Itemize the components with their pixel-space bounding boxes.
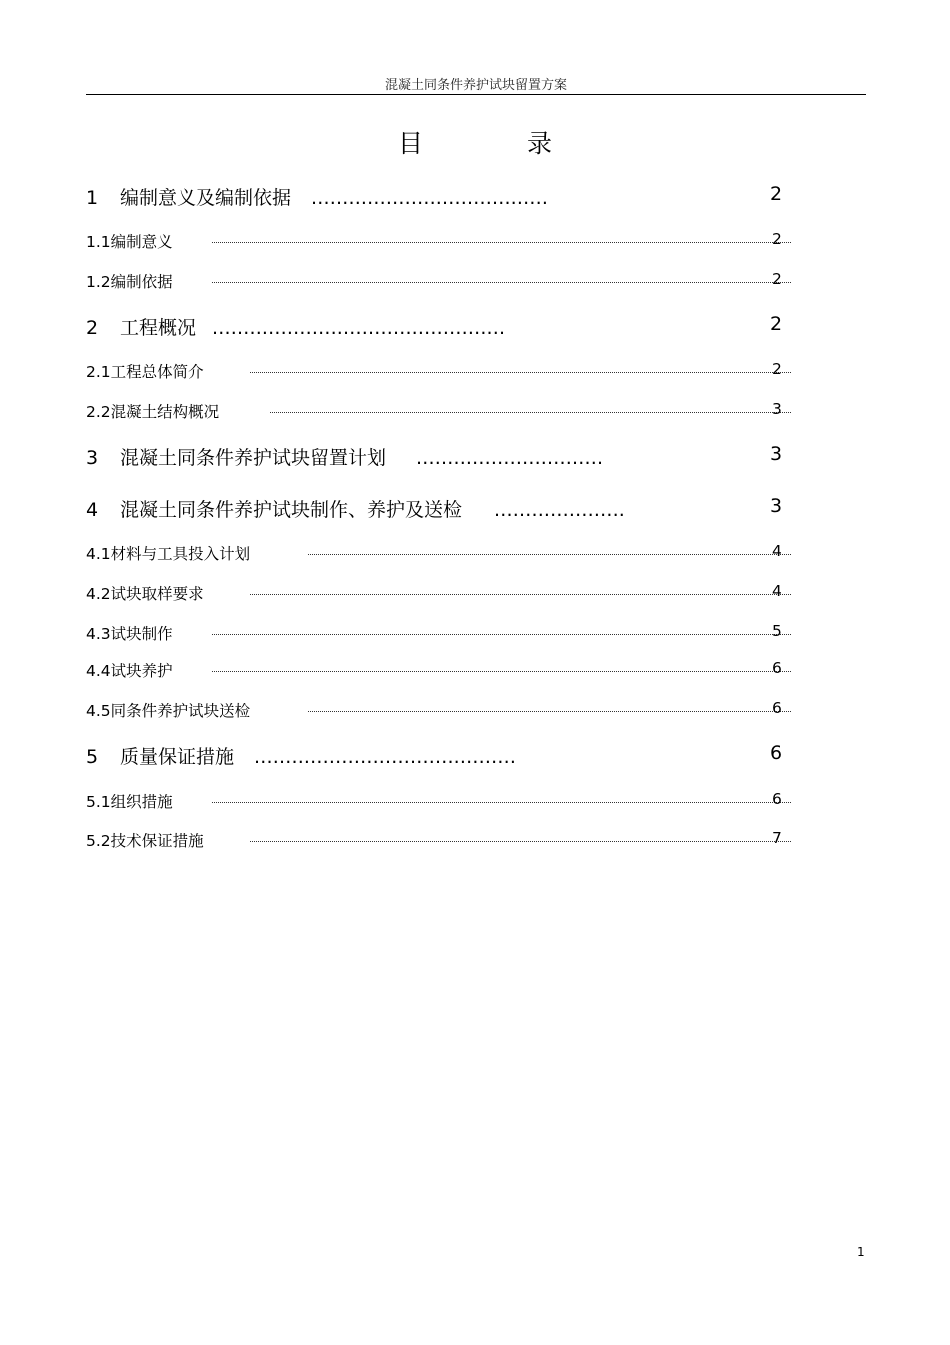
toc-entry-number: 1	[86, 187, 99, 209]
toc-leader	[270, 412, 791, 413]
toc-entry-label: 编制意义及编制依据	[120, 187, 292, 209]
toc-entry-page: 6	[770, 742, 783, 764]
toc-entry-page: 2	[770, 183, 783, 205]
toc-entry-text	[86, 400, 219, 422]
toc-entry-3[interactable]	[86, 443, 603, 470]
toc-entry-number: 2.1	[86, 363, 111, 381]
toc-title	[0, 124, 950, 160]
toc-entry-text	[86, 622, 173, 644]
toc-leader	[212, 802, 791, 803]
toc-leader	[250, 594, 791, 595]
toc-entry-2[interactable]	[86, 313, 505, 340]
toc-entry-label: 同条件养护试块送检	[110, 702, 251, 720]
toc-entry-number: 1.2	[86, 273, 111, 291]
toc-entry-number: 5.1	[86, 793, 111, 811]
toc-leader	[308, 711, 791, 712]
toc-leader: ...............................................	[212, 317, 506, 339]
toc-entry-page: 3	[770, 495, 783, 517]
page-number: 1	[857, 1245, 865, 1259]
toc-leader: ..............................	[416, 447, 604, 469]
toc-entry-4[interactable]	[86, 495, 625, 522]
toc-entry-page: 3	[770, 443, 783, 465]
toc-entry-label: 工程概况	[120, 317, 197, 339]
toc-entry-page: 6	[772, 659, 782, 677]
toc-leader: ......................................	[311, 187, 549, 209]
toc-entry-number: 4.2	[86, 585, 111, 603]
toc-entry-number: 5	[86, 746, 99, 768]
toc-entry-page: 6	[772, 699, 782, 717]
toc-entry-page: 2	[772, 270, 782, 288]
toc-entry-label: 技术保证措施	[110, 832, 204, 850]
toc-entry-label: 编制依据	[110, 273, 173, 291]
toc-entry-page: 4	[772, 582, 782, 600]
toc-entry-label: 混凝土结构概况	[110, 403, 220, 421]
toc-entry-number: 3	[86, 447, 99, 469]
toc-entry-number: 4.5	[86, 702, 111, 720]
toc-entry-page: 3	[772, 400, 782, 418]
toc-entry-text	[86, 270, 173, 292]
toc-entry-text	[86, 542, 250, 564]
toc-entry-number: 4.4	[86, 662, 111, 680]
toc-entry-page: 5	[772, 622, 782, 640]
toc-leader	[212, 634, 791, 635]
toc-title-left: 目	[397, 129, 423, 158]
toc-entry-number: 4	[86, 499, 99, 521]
toc-leader	[212, 282, 791, 283]
toc-entry-label: 组织措施	[110, 793, 173, 811]
toc-entry-text	[86, 829, 204, 851]
toc-entry-label: 试块制作	[110, 625, 173, 643]
toc-entry-text	[86, 790, 173, 812]
toc-leader: .....................	[494, 499, 626, 521]
toc-leader	[250, 372, 791, 373]
toc-entry-label: 材料与工具投入计划	[110, 545, 251, 563]
toc-entry-text	[86, 230, 173, 252]
toc-entry-number: 4.3	[86, 625, 111, 643]
toc-leader	[212, 242, 791, 243]
toc-entry-page: 2	[770, 313, 783, 335]
running-header: 混凝土同条件养护试块留置方案	[384, 78, 567, 93]
toc-leader: ..........................................	[254, 746, 517, 768]
toc-entry-label: 编制意义	[110, 233, 173, 251]
toc-entry-label: 质量保证措施	[120, 746, 235, 768]
toc-entry-page: 4	[772, 542, 782, 560]
toc-entry-page: 2	[772, 230, 782, 248]
toc-entry-label: 试块取样要求	[110, 585, 204, 603]
toc-leader	[212, 671, 791, 672]
toc-entry-page: 6	[772, 790, 782, 808]
toc-leader	[308, 554, 791, 555]
toc-entry-text	[86, 582, 204, 604]
header-rule	[86, 94, 866, 95]
toc-entry-label: 工程总体简介	[110, 363, 204, 381]
toc-entry-number: 4.1	[86, 545, 111, 563]
toc-entry-1[interactable]	[86, 183, 548, 210]
toc-entry-number: 2.2	[86, 403, 111, 421]
toc-entry-label: 试块养护	[110, 662, 173, 680]
toc-entry-label: 混凝土同条件养护试块制作、养护及送检	[120, 499, 463, 521]
toc-leader	[250, 841, 791, 842]
toc-entry-text	[86, 659, 173, 681]
toc-entry-text	[86, 699, 250, 721]
toc-entry-page: 7	[772, 829, 782, 847]
toc-entry-number: 2	[86, 317, 99, 339]
toc-entry-label: 混凝土同条件养护试块留置计划	[120, 447, 387, 469]
toc-entry-5[interactable]	[86, 742, 516, 769]
toc-entry-page: 2	[772, 360, 782, 378]
toc-entry-number: 5.2	[86, 832, 111, 850]
toc-title-right: 录	[527, 129, 553, 158]
toc-entry-number: 1.1	[86, 233, 111, 251]
toc-entry-text	[86, 360, 204, 382]
